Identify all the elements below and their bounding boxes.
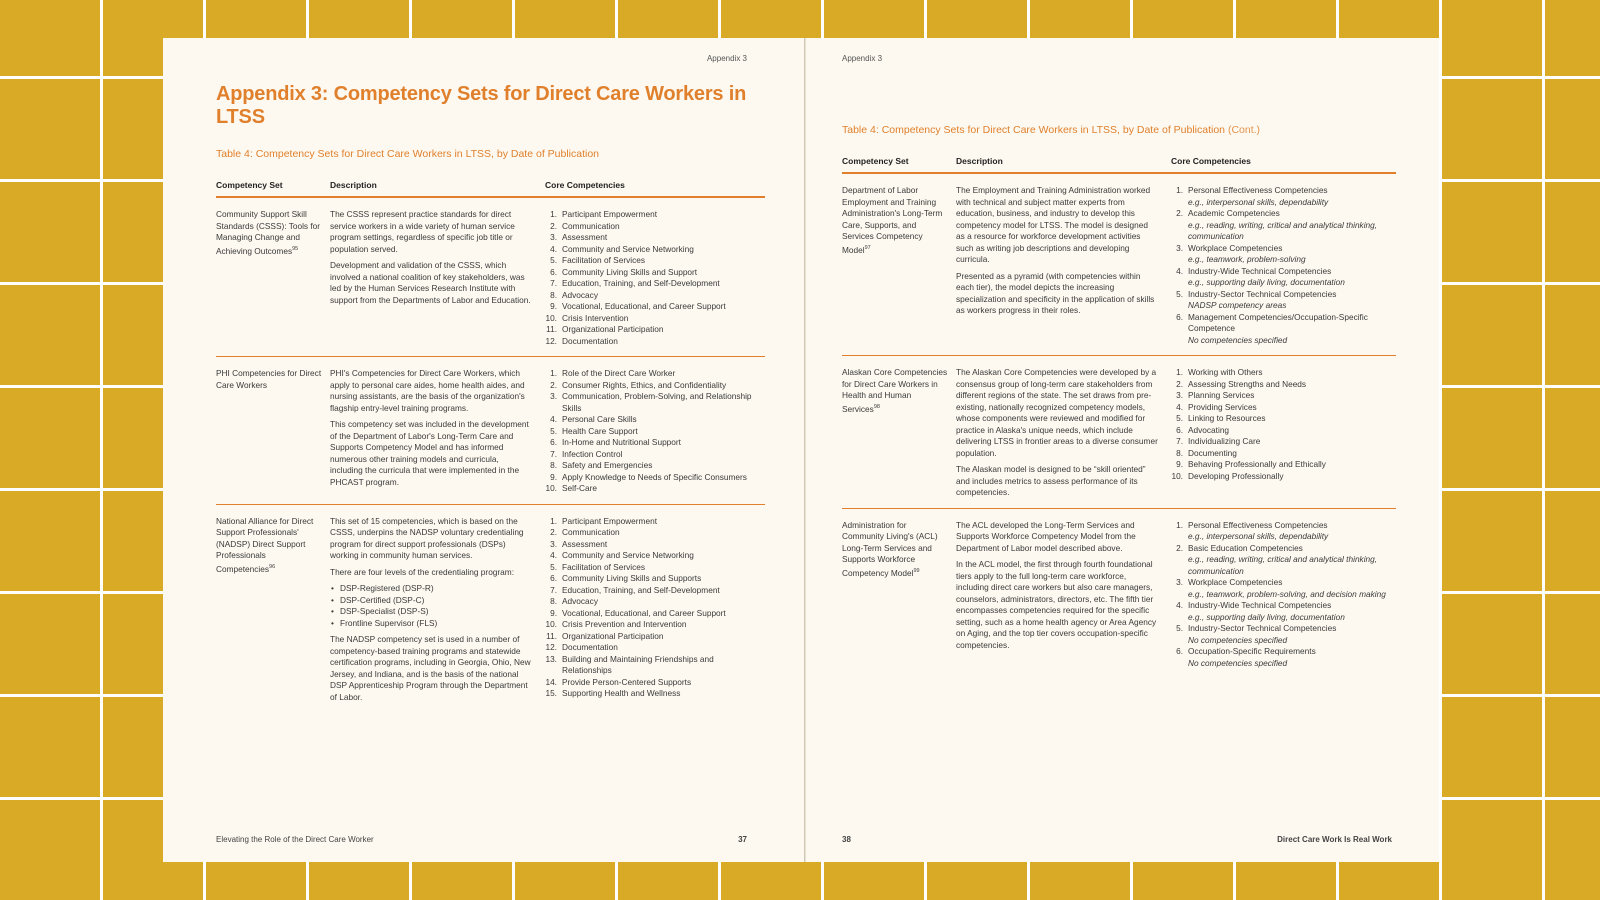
competency-example: No competencies specified <box>1188 334 1288 345</box>
competency-number: 7. <box>550 584 557 595</box>
description-paragraph: The Alaskan model is designed to be “skill oriented” and includes metrics to assess performance of its competencies. <box>956 464 1146 497</box>
competency-set-name: Department of Labor Employment and Training Administration's Long-Term Care, Supports, and Services Competency Model <box>842 185 943 255</box>
competency-example: e.g., reading, writing, critical and analytical thinking, communication <box>1188 219 1378 241</box>
competency-text: Infection Control <box>562 448 623 459</box>
competency-number: 10. <box>545 483 557 493</box>
table-caption-text: Table 4: Competency Sets for Direct Care Workers in LTSS, by Date of Publication <box>842 124 1226 136</box>
competency-number: 1. <box>550 515 557 526</box>
competency-set-cell <box>216 209 330 347</box>
competency-text: Community Living Skills and Supports <box>562 573 702 583</box>
table-row <box>216 357 765 505</box>
footnote-ref: 97 <box>864 244 871 251</box>
competency-number: 8. <box>550 460 557 470</box>
competency-set-name: National Alliance for Direct Support Professionals' (NADSP) Direct Support Professionals Competencies <box>216 515 314 574</box>
core-competency-item <box>545 278 765 290</box>
competency-number: 4. <box>1176 600 1183 610</box>
core-competency-item <box>1171 425 1396 437</box>
footer-title: Direct Care Work Is Real Work <box>1277 835 1392 844</box>
description-paragraph: The CSSS represent practice standards for direct service workers in a wide variety of human service program settings, regardless of specific job title or population served. <box>330 209 515 254</box>
left-page <box>163 38 805 862</box>
competency-text: Personal Care Skills <box>562 414 637 424</box>
competency-text: Facilitation of Services <box>562 255 646 265</box>
credential-level-item: • Frontline Supervisor (FLS) <box>330 618 533 630</box>
credential-level-list <box>330 583 533 629</box>
competency-label: Developing Professionally <box>1188 470 1284 481</box>
competency-set-name: PHI Competencies for Direct Care Workers <box>216 368 322 390</box>
competency-label: Basic Education Competencies <box>1188 542 1303 553</box>
core-competencies-cell <box>545 368 765 495</box>
competency-set-cell <box>216 516 330 704</box>
right-page <box>805 38 1439 862</box>
footnote-ref: 99 <box>913 567 920 574</box>
competency-text: Supporting Health and Wellness <box>562 688 681 698</box>
core-competency-item <box>545 550 765 562</box>
competency-text: Documentation <box>562 335 618 346</box>
competency-text <box>1188 436 1396 448</box>
competency-label: Behaving Professionally and Ethically <box>1188 459 1326 469</box>
competency-text: Community Living Skills and Support <box>562 266 698 277</box>
competency-number: 3. <box>1176 242 1183 253</box>
core-competency-item <box>1171 448 1396 460</box>
competency-label: Industry-Sector Technical Competencies <box>1188 623 1337 633</box>
competency-number: 8. <box>1176 447 1183 458</box>
competency-number: 3. <box>1176 577 1183 587</box>
table-row <box>842 509 1396 679</box>
core-competency-list <box>545 368 765 495</box>
competency-text: Organizational Participation <box>562 630 664 641</box>
competency-text: Participant Empowerment <box>562 209 657 219</box>
competency-set-cell <box>216 368 330 495</box>
competency-text: Building and Maintaining Friendships and Relationships <box>562 653 714 675</box>
core-competency-item <box>545 368 765 380</box>
competency-example: e.g., supporting daily living, documentation <box>1188 611 1345 622</box>
core-competency-item <box>545 391 765 414</box>
competency-example: e.g., interpersonal skills, dependability <box>1188 531 1329 541</box>
description-paragraph: The ACL developed the Long-Term Services and Supports Workforce Competency Model from the Department of Labor model described above. <box>956 519 1136 553</box>
competency-number: 5. <box>1176 623 1183 633</box>
competency-label: Linking to Resources <box>1188 413 1266 423</box>
footer-title: Elevating the Role of the Direct Care Worker <box>216 835 374 844</box>
competency-number: 12. <box>545 335 557 346</box>
core-competency-list <box>545 516 765 700</box>
description-paragraph: The Employment and Training Administration worked with technical and subject matter experts from education, business, and industry to develop this competency model for LTSS. The model is designed as a resource for workforce development activities such as writing job descriptions and developing curricula. <box>956 185 1151 264</box>
competency-number: 1. <box>1176 367 1183 377</box>
core-competency-item <box>545 232 765 244</box>
competency-number: 5. <box>550 255 557 265</box>
description-paragraph: The NADSP competency set is used in a number of competency-based training programs and statewide certification programs, including in Georgia, Ohio, New Jersey, and Indiana, and is the basis of the national DSP Apprenticeship Program through the Department of Labor. <box>330 634 531 702</box>
core-competencies-cell <box>1171 185 1396 346</box>
competency-label: Documenting <box>1188 447 1237 458</box>
footnote-ref: 95 <box>292 245 299 252</box>
description-paragraph: The Alaskan Core Competencies were developed by a consensus group of long-term care stakeholders from different regions of the state. The set draws from pre-existing, nationally recognized competency models, whose components were reviewed and modified for practice in Alaska's unique needs, which include delivering LTSS in frontier areas to a diverse consumer population. <box>956 367 1158 458</box>
competency-text: Communication <box>562 220 620 231</box>
competency-text: Organizational Participation <box>562 324 664 334</box>
core-competency-item <box>1171 543 1396 578</box>
competency-number: 2. <box>550 220 557 231</box>
competency-label: Providing Services <box>1188 401 1257 412</box>
core-competency-item <box>1171 312 1396 347</box>
core-competency-item <box>545 324 765 336</box>
competency-number: 2. <box>1176 542 1183 553</box>
competency-text <box>1188 185 1396 208</box>
competency-number: 5. <box>1176 413 1183 423</box>
description-cell <box>330 209 545 347</box>
competency-number: 1. <box>550 368 557 378</box>
competency-text: Advocacy <box>562 289 598 300</box>
competency-number: 9. <box>550 301 557 311</box>
competency-text <box>1188 379 1396 391</box>
competency-text: In-Home and Nutritional Support <box>562 437 681 447</box>
competency-text: Vocational, Educational, and Career Support <box>562 607 726 618</box>
competency-number: 13. <box>545 653 557 664</box>
competency-text: Consumer Rights, Ethics, and Confidentiality <box>562 379 727 390</box>
competency-number: 4. <box>1176 401 1183 412</box>
table-header-row <box>842 156 1396 174</box>
header-core-competencies: Core Competencies <box>1171 156 1251 166</box>
core-competency-item <box>545 642 765 654</box>
competency-set-cell <box>842 520 956 670</box>
competency-text <box>1188 402 1396 414</box>
table-row <box>842 174 1396 356</box>
header-competency-set: Competency Set <box>842 156 909 166</box>
table-caption-cont: (Cont.) <box>1227 124 1261 136</box>
competency-number: 5. <box>1176 288 1183 299</box>
competency-number: 2. <box>550 527 557 537</box>
competency-number: 3. <box>550 391 557 401</box>
competency-label: Management Competencies/Occupation-Specific Competence <box>1188 311 1368 333</box>
competency-text: Advocacy <box>562 596 598 606</box>
competency-number: 11. <box>546 630 557 641</box>
competency-text: Communication <box>562 527 620 537</box>
competency-text <box>1188 600 1396 623</box>
competency-number: 6. <box>550 266 557 277</box>
credential-level-item: • DSP-Specialist (DSP-S) <box>330 606 533 618</box>
competency-text <box>1188 471 1396 483</box>
competency-text <box>1188 243 1396 266</box>
competency-text: Community and Service Networking <box>562 550 694 560</box>
competency-example: e.g., teamwork, problem-solving <box>1188 254 1306 264</box>
core-competency-item <box>545 449 765 461</box>
competency-text: Assessment <box>562 232 608 242</box>
competency-label: Academic Competencies <box>1188 208 1280 218</box>
competency-set-name: Community Support Skill Standards (CSSS): Tools for Managing Change and Achieving Outcomes <box>216 209 321 256</box>
competency-number: 6. <box>1176 424 1183 435</box>
competency-number: 10. <box>545 619 557 629</box>
description-paragraph: PHI's Competencies for Direct Care Workers, which apply to personal care aides, home health aides, and nursing assistants, are the basis of the organization's flagship entry-level training programs. <box>330 368 525 413</box>
core-competency-item <box>1171 379 1396 391</box>
competency-text <box>1188 425 1396 437</box>
competency-set-name: Administration for Community Living's (ACL) Long-Term Services and Supports Workforce Competency Model <box>842 519 938 578</box>
competency-example: e.g., interpersonal skills, dependability <box>1188 196 1329 207</box>
header-description: Description <box>330 180 377 190</box>
competency-set-name: Alaskan Core Competencies for Direct Care Workers in Health and Human Services <box>842 367 948 414</box>
description-paragraph: This competency set was included in the development of the Department of Labor's Long-Term Care and Supports Competency Model and has informed numerous other training models and curricula, including the curricula that were implemented in the PHCAST program. <box>330 419 529 487</box>
core-competency-item <box>545 221 765 233</box>
core-competency-item <box>1171 471 1396 483</box>
competency-text: Safety and Emergencies <box>562 460 653 470</box>
core-competency-item <box>1171 208 1396 243</box>
competency-text <box>1188 543 1396 578</box>
core-competencies-cell <box>545 209 765 347</box>
core-competency-item <box>545 596 765 608</box>
core-competency-item <box>1171 402 1396 414</box>
competency-number: 2. <box>1176 378 1183 389</box>
competency-text: Facilitation of Services <box>562 561 646 572</box>
core-competency-item <box>1171 413 1396 425</box>
competency-text: Participant Empowerment <box>562 515 657 526</box>
competency-text <box>1188 413 1396 425</box>
core-competencies-cell <box>545 516 765 704</box>
competency-text: Education, Training, and Self-Development <box>562 584 720 595</box>
competency-set-cell <box>842 185 956 346</box>
core-competency-item <box>545 527 765 539</box>
competency-number: 4. <box>550 550 557 560</box>
header-core-competencies: Core Competencies <box>545 180 625 190</box>
credential-level-item: • DSP-Registered (DSP-R) <box>330 583 533 595</box>
competency-label: Personal Effectiveness Competencies <box>1188 185 1328 195</box>
competency-label: Personal Effectiveness Competencies <box>1188 519 1328 530</box>
competency-example: e.g., supporting daily living, documentation <box>1188 277 1345 287</box>
competency-number: 5. <box>550 561 557 572</box>
competency-number: 9. <box>1176 459 1183 469</box>
footnote-ref: 98 <box>873 403 880 410</box>
description-paragraph: In the ACL model, the first through fourth foundational tiers apply to the full long-term care workforce, including direct care workers but also care managers, counselors, administrators, directors, etc. The fifth tier encompasses competencies required for the specific setting, such as a home health agency or Area Agency on Aging, and the top tier covers occupation-specific competencies. <box>956 559 1157 650</box>
core-competency-item <box>545 562 765 574</box>
core-competency-item <box>1171 266 1396 289</box>
core-competency-list <box>545 209 765 347</box>
competency-label: Industry-Wide Technical Competencies <box>1188 600 1332 610</box>
core-competency-item <box>545 301 765 313</box>
competency-text: Self-Care <box>562 483 598 493</box>
competency-number: 4. <box>550 243 557 254</box>
competency-text <box>1188 448 1396 460</box>
core-competency-item <box>1171 390 1396 402</box>
table-row <box>216 505 765 713</box>
core-competency-item <box>545 209 765 221</box>
description-paragraph: There are four levels of the credentialing program: <box>330 566 515 577</box>
competency-number: 8. <box>550 596 557 606</box>
description-paragraph: Development and validation of the CSSS, which involved a national coalition of key stakeholders, was led by the Human Services Research Institute with support from the Departments of Labor and Education. <box>330 260 531 305</box>
core-competency-item <box>545 290 765 302</box>
competency-example: e.g., teamwork, problem-solving, and decision making <box>1188 588 1386 599</box>
core-competency-item <box>545 336 765 348</box>
core-competency-item <box>1171 600 1396 623</box>
competency-label: Industry-Wide Technical Competencies <box>1188 265 1332 276</box>
competency-number: 7. <box>1176 436 1183 446</box>
competency-label: Advocating <box>1188 424 1230 435</box>
competency-number: 4. <box>550 414 557 424</box>
competency-number: 9. <box>550 607 557 618</box>
competency-number: 6. <box>550 437 557 447</box>
core-competency-item <box>545 688 765 700</box>
table-header-row <box>216 180 765 198</box>
competency-text: Community and Service Networking <box>562 243 694 254</box>
competency-example: NADSP competency areas <box>1188 300 1287 310</box>
competency-label: Planning Services <box>1188 390 1255 400</box>
competency-text <box>1188 623 1396 646</box>
competency-number: 7. <box>550 448 557 459</box>
description-cell <box>956 367 1171 499</box>
core-competency-item <box>1171 459 1396 471</box>
page-number: 37 <box>738 835 747 844</box>
description-cell <box>956 185 1171 346</box>
competency-number: 1. <box>1176 519 1183 530</box>
core-competencies-cell <box>1171 520 1396 670</box>
core-competency-item <box>1171 623 1396 646</box>
core-competency-item <box>1171 436 1396 448</box>
header-description: Description <box>956 156 1003 166</box>
competency-text: Vocational, Educational, and Career Support <box>562 301 726 311</box>
competency-text: Documentation <box>562 642 618 652</box>
description-cell <box>330 368 545 495</box>
competency-number: 4. <box>1176 265 1183 276</box>
competency-number: 6. <box>550 573 557 583</box>
competency-number: 1. <box>1176 185 1183 195</box>
competency-number: 3. <box>550 538 557 549</box>
description-cell <box>330 516 545 704</box>
core-competency-list <box>1171 520 1396 670</box>
competency-text <box>1188 367 1396 379</box>
competency-table <box>216 180 765 712</box>
core-competency-item <box>545 608 765 620</box>
core-competency-item <box>545 313 765 325</box>
core-competencies-cell <box>1171 367 1396 499</box>
competency-number: 2. <box>550 379 557 390</box>
core-competency-item <box>545 380 765 392</box>
core-competency-item <box>545 539 765 551</box>
core-competency-item <box>545 426 765 438</box>
core-competency-item <box>545 255 765 267</box>
core-competency-item <box>545 244 765 256</box>
credential-level-item: • DSP-Certified (DSP-C) <box>330 595 533 607</box>
core-competency-list <box>1171 185 1396 346</box>
table-caption <box>842 124 1260 136</box>
description-paragraph: This set of 15 competencies, which is based on the CSSS, underpins the NADSP voluntary credentialing program for direct support professionals (DSPs) working in community human services. <box>330 515 524 560</box>
table-caption: Table 4: Competency Sets for Direct Care Workers in LTSS, by Date of Publication <box>216 148 600 160</box>
core-competency-item <box>545 585 765 597</box>
competency-number: 6. <box>1176 646 1183 656</box>
core-competency-item <box>545 414 765 426</box>
competency-number: 9. <box>550 471 557 482</box>
competency-label: Occupation-Specific Requirements <box>1188 646 1316 656</box>
competency-number: 8. <box>550 289 557 300</box>
competency-text <box>1188 208 1396 243</box>
competency-text <box>1188 289 1396 312</box>
competency-number: 3. <box>1176 390 1183 400</box>
description-paragraph: Presented as a pyramid (with competencies within each tier), the model depicts the increasing specialization and specificity in the application of skills as workers progress in their roles. <box>956 270 1155 315</box>
competency-number: 12. <box>545 642 557 652</box>
competency-text <box>1188 577 1396 600</box>
competency-text: Crisis Intervention <box>562 312 629 323</box>
core-competency-item <box>545 483 765 495</box>
competency-table-continued <box>842 156 1396 678</box>
core-competency-item <box>1171 577 1396 600</box>
table-row <box>842 356 1396 509</box>
description-cell <box>956 520 1171 670</box>
competency-label: Working with Others <box>1188 367 1263 377</box>
core-competency-item <box>545 654 765 677</box>
core-competency-item <box>545 619 765 631</box>
core-competency-list <box>1171 367 1396 482</box>
competency-number: 10. <box>1171 470 1183 481</box>
competency-number: 5. <box>550 425 557 436</box>
competency-example: e.g., reading, writing, critical and analytical thinking, communication <box>1188 554 1378 576</box>
core-competency-item <box>545 677 765 689</box>
competency-text <box>1188 646 1396 669</box>
competency-number: 15. <box>545 688 557 698</box>
core-competency-item <box>1171 367 1396 379</box>
core-competency-item <box>1171 646 1396 669</box>
core-competency-item <box>545 267 765 279</box>
page-number: 38 <box>842 835 851 844</box>
core-competency-item <box>545 460 765 472</box>
competency-label: Workplace Competencies <box>1188 577 1283 587</box>
competency-example: No competencies specified <box>1188 657 1288 668</box>
core-competency-item <box>545 631 765 643</box>
core-competency-item <box>1171 289 1396 312</box>
competency-text <box>1188 266 1396 289</box>
competency-number: 7. <box>550 278 557 288</box>
header-competency-set: Competency Set <box>216 180 283 190</box>
core-competency-item <box>1171 520 1396 543</box>
competency-number: 6. <box>1176 311 1183 322</box>
page-title: Appendix 3: Competency Sets for Direct Care Workers in LTSS <box>216 83 747 128</box>
competency-text: Provide Person-Centered Supports <box>562 676 692 687</box>
competency-text <box>1188 390 1396 402</box>
competency-number: 2. <box>1176 208 1183 218</box>
competency-label: Individualizing Care <box>1188 436 1261 446</box>
competency-text <box>1188 520 1396 543</box>
competency-text: Assessment <box>562 538 608 549</box>
competency-set-cell <box>842 367 956 499</box>
competency-text: Communication, Problem-Solving, and Relationship Skills <box>562 391 752 413</box>
competency-text: Health Care Support <box>562 425 638 436</box>
table-row <box>216 198 765 357</box>
competency-number: 1. <box>550 209 557 219</box>
core-competency-item <box>545 516 765 528</box>
core-competency-item <box>545 437 765 449</box>
competency-label: Industry-Sector Technical Competencies <box>1188 288 1337 299</box>
competency-text <box>1188 312 1396 347</box>
core-competency-item <box>545 573 765 585</box>
competency-number: 3. <box>550 232 557 242</box>
core-competency-item <box>1171 243 1396 266</box>
competency-text: Apply Knowledge to Needs of Specific Consumers <box>562 471 747 482</box>
footnote-ref: 96 <box>269 563 276 570</box>
competency-label: Workplace Competencies <box>1188 242 1283 253</box>
core-competency-item <box>1171 185 1396 208</box>
competency-text <box>1188 459 1396 471</box>
running-head: Appendix 3 <box>706 54 747 63</box>
core-competency-item <box>545 472 765 484</box>
competency-number: 10. <box>545 312 557 323</box>
competency-text: Role of the Direct Care Worker <box>562 368 676 378</box>
competency-text: Education, Training, and Self-Development <box>562 278 720 288</box>
competency-example: No competencies specified <box>1188 634 1288 645</box>
competency-number: 14. <box>545 676 557 687</box>
running-head: Appendix 3 <box>842 54 883 63</box>
competency-text: Crisis Prevention and Intervention <box>562 619 687 629</box>
competency-label: Assessing Strengths and Needs <box>1188 378 1307 389</box>
competency-number: 11. <box>546 324 557 334</box>
